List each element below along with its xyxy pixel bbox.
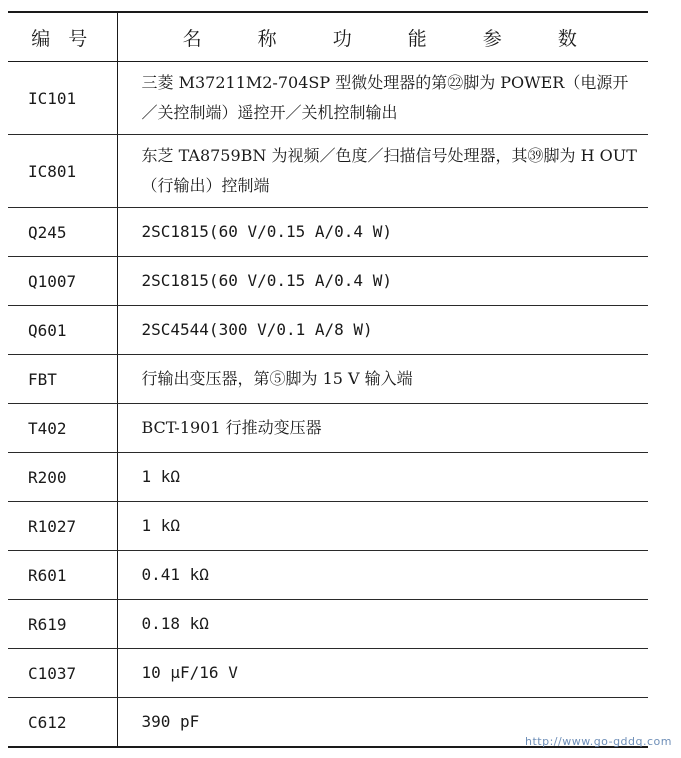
row-code: FBT xyxy=(8,355,117,404)
row-code: IC801 xyxy=(8,135,117,208)
row-code: C612 xyxy=(8,698,117,748)
component-spec-table xyxy=(8,11,648,748)
row-code: R619 xyxy=(8,600,117,649)
table-row xyxy=(8,257,648,306)
row-description: 2SC4544(300 V/0.1 A/8 W) xyxy=(117,306,648,355)
row-code: T402 xyxy=(8,404,117,453)
table-row xyxy=(8,404,648,453)
row-code: Q601 xyxy=(8,306,117,355)
table-row xyxy=(8,453,648,502)
row-code: R601 xyxy=(8,551,117,600)
row-code: Q1007 xyxy=(8,257,117,306)
header-description: 名 称 功 能 参 数 xyxy=(117,12,648,62)
table-row xyxy=(8,355,648,404)
row-description: 0.18 kΩ xyxy=(117,600,648,649)
row-description: 三菱 M37211M2-704SP 型微处理器的第㉒脚为 POWER（电源开／关控制端）遥控开／关机控制输出 xyxy=(117,62,648,135)
row-description: 2SC1815(60 V/0.15 A/0.4 W) xyxy=(117,257,648,306)
table-row xyxy=(8,600,648,649)
table-row xyxy=(8,62,648,135)
row-code: IC101 xyxy=(8,62,117,135)
table-row xyxy=(8,135,648,208)
row-description: 1 kΩ xyxy=(117,502,648,551)
row-description: 1 kΩ xyxy=(117,453,648,502)
row-description: 2SC1815(60 V/0.15 A/0.4 W) xyxy=(117,208,648,257)
row-code: C1037 xyxy=(8,649,117,698)
table-row xyxy=(8,502,648,551)
table-row xyxy=(8,306,648,355)
row-description: 0.41 kΩ xyxy=(117,551,648,600)
row-code: R200 xyxy=(8,453,117,502)
row-description: 10 μF/16 V xyxy=(117,649,648,698)
table-row xyxy=(8,551,648,600)
table-row xyxy=(8,649,648,698)
table-header-row xyxy=(8,12,648,62)
row-code: Q245 xyxy=(8,208,117,257)
row-description: 390 pF xyxy=(117,698,648,748)
header-code: 编 号 xyxy=(8,12,117,62)
row-description: 东芝 TA8759BN 为视频／色度／扫描信号处理器，其㊴脚为 H OUT（行输出）控制端 xyxy=(117,135,648,208)
table-row xyxy=(8,208,648,257)
row-description: BCT-1901 行推动变压器 xyxy=(117,404,648,453)
row-code: R1027 xyxy=(8,502,117,551)
watermark-url: http://www.go-gddq.com xyxy=(525,735,672,748)
row-description: 行输出变压器，第⑤脚为 15 V 输入端 xyxy=(117,355,648,404)
